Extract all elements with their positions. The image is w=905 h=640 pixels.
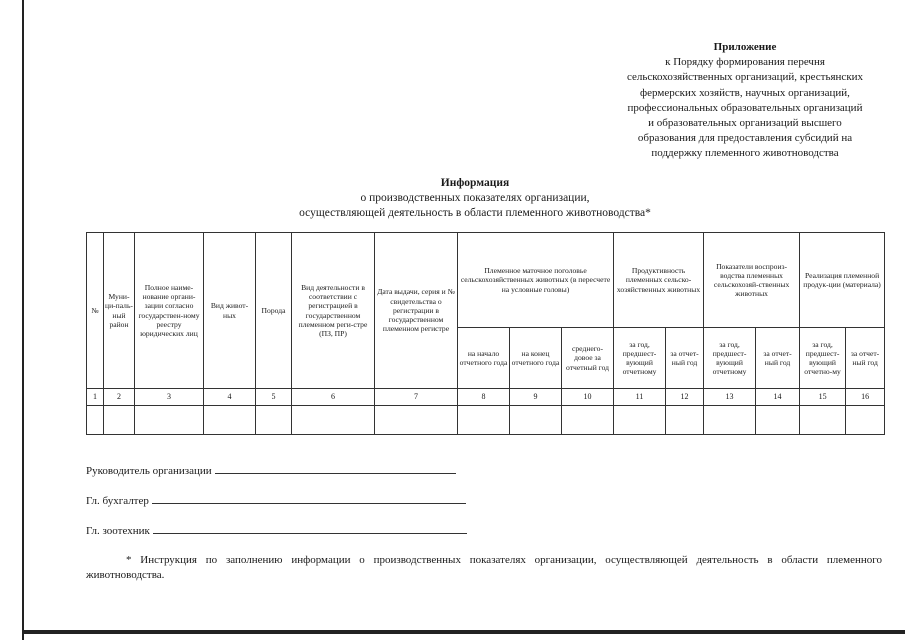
- header-sales: Реализация племенной продук-ции (материала): [800, 233, 885, 328]
- indicators-table: [86, 232, 885, 435]
- column-number: 14: [756, 389, 800, 406]
- column-number: 5: [256, 389, 292, 406]
- column-number: 3: [135, 389, 204, 406]
- column-number: 16: [846, 389, 885, 406]
- column-number: 13: [704, 389, 756, 406]
- signature-accountant-label: Гл. бухгалтер: [86, 495, 149, 507]
- empty-cell: [756, 406, 800, 435]
- subheader-sales-curr: за отчет-ный год: [846, 328, 885, 389]
- column-number: 7: [375, 389, 458, 406]
- header-num: №: [87, 233, 104, 389]
- document-title-block: [270, 176, 680, 221]
- table-empty-row: [87, 406, 885, 435]
- column-number: 8: [458, 389, 510, 406]
- scan-left-edge: [22, 0, 24, 640]
- subheader-average: среднего-довое за отчетный год: [562, 328, 614, 389]
- header-certificate: Дата выдачи, серия и № свидетельства о регистрации в государственном племенном регистре: [375, 233, 458, 389]
- column-number: 2: [104, 389, 135, 406]
- signature-head-line: [215, 463, 456, 474]
- empty-cell: [87, 406, 104, 435]
- header-productivity: Продуктивность племенных сельско-хозяйственных животных: [614, 233, 704, 328]
- header-livestock: Племенное маточное поголовье сельскохозяйственных животных (в пересчете на условные головы): [458, 233, 614, 328]
- scan-bottom-edge: [22, 630, 905, 634]
- subheader-prod-curr: за отчет-ный год: [666, 328, 704, 389]
- document-subtitle: осуществляющей деятельность в области племенного животноводства*: [299, 207, 651, 219]
- subheader-start-year: на начало отчетного года: [458, 328, 510, 389]
- header-breed: Порода: [256, 233, 292, 389]
- subheader-end-year: на конец отчетного года: [510, 328, 562, 389]
- column-number: 10: [562, 389, 614, 406]
- empty-cell: [666, 406, 704, 435]
- signature-head-label: Руководитель организации: [86, 465, 212, 477]
- column-number: 15: [800, 389, 846, 406]
- subheader-repr-curr: за отчет-ный год: [756, 328, 800, 389]
- subheader-sales-prev: за год, предшест-вующий отчетно-му: [800, 328, 846, 389]
- appendix-block: [600, 40, 890, 162]
- empty-cell: [510, 406, 562, 435]
- header-reproduction: Показатели воспроиз-водства племенных сельскохозяй-ственных животных: [704, 233, 800, 328]
- empty-cell: [846, 406, 885, 435]
- table-header-row: [87, 233, 885, 328]
- appendix-line: к Порядку формирования перечня: [665, 56, 825, 69]
- column-number: 4: [204, 389, 256, 406]
- empty-cell: [204, 406, 256, 435]
- appendix-line: фермерских хозяйств, научных организаций,: [640, 86, 850, 99]
- header-activity-type: Вид деятельности в соответствии с регистрацией в государственном племенном реги-стре (ПЗ, ПР): [292, 233, 375, 389]
- empty-cell: [292, 406, 375, 435]
- empty-cell: [614, 406, 666, 435]
- column-number: 6: [292, 389, 375, 406]
- footnote: * Инструкция по заполнению информации о производственных показателях организации, осуществляющей деятельность в области племенного животноводства.: [86, 554, 882, 581]
- column-number: 12: [666, 389, 704, 406]
- subheader-prod-prev: за год, предшест-вующий отчетному: [614, 328, 666, 389]
- document-subtitle: о производственных показателях организации,: [360, 192, 590, 204]
- column-number: 11: [614, 389, 666, 406]
- appendix-line: образования для предоставления субсидий на: [637, 132, 853, 145]
- signature-accountant: [86, 493, 466, 507]
- appendix-line: поддержку племенного животноводства: [651, 147, 839, 160]
- empty-cell: [256, 406, 292, 435]
- appendix-line: профессиональных образовательных организаций: [627, 101, 863, 114]
- empty-cell: [704, 406, 756, 435]
- document-title: Информация: [440, 177, 510, 189]
- empty-cell: [800, 406, 846, 435]
- signature-zootechnician: [86, 523, 467, 537]
- empty-cell: [135, 406, 204, 435]
- header-district: Муни-ци-паль-ный район: [104, 233, 135, 389]
- empty-cell: [375, 406, 458, 435]
- appendix-line: и образовательных организаций высшего: [648, 117, 842, 130]
- signature-head: [86, 463, 456, 477]
- column-number-row: [87, 389, 885, 406]
- appendix-title: Приложение: [713, 41, 777, 53]
- subheader-repr-prev: за год, предшест-вующий отчетному: [704, 328, 756, 389]
- appendix-line: сельскохозяйственных организаций, крестьянских: [626, 71, 864, 84]
- header-animal-type: Вид живот-ных: [204, 233, 256, 389]
- signature-zootechnician-label: Гл. зоотехник: [86, 525, 150, 537]
- empty-cell: [104, 406, 135, 435]
- column-number: 1: [87, 389, 104, 406]
- column-number: 9: [510, 389, 562, 406]
- signature-accountant-line: [152, 493, 466, 504]
- empty-cell: [458, 406, 510, 435]
- signature-zootechnician-line: [153, 523, 467, 534]
- empty-cell: [562, 406, 614, 435]
- header-full-name: Полное наиме-нование органи-зации согласно государствен-ному реестру юридических лиц: [135, 233, 204, 389]
